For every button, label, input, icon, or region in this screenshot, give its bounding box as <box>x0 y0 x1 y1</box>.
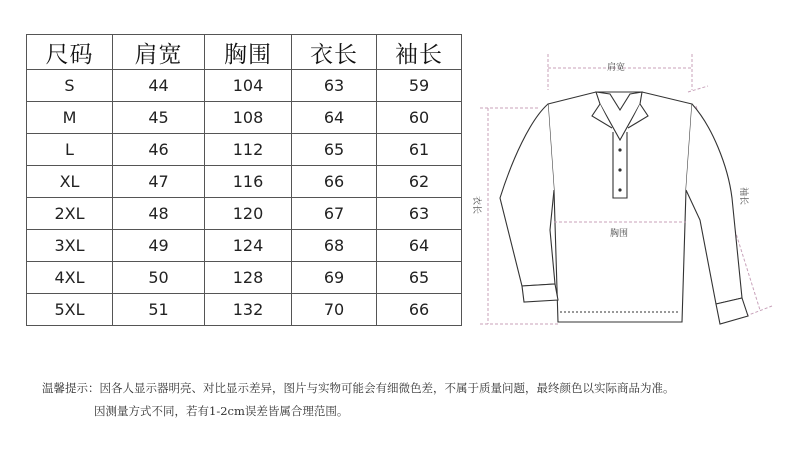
table-cell: 2XL <box>27 198 113 230</box>
table-row <box>27 294 462 326</box>
table-cell: 64 <box>377 230 462 262</box>
table-cell: 5XL <box>27 294 113 326</box>
table-header-row <box>27 35 462 70</box>
table-cell: 65 <box>377 262 462 294</box>
table-cell: 49 <box>113 230 205 262</box>
shirt-measurement-diagram <box>460 40 790 340</box>
table-cell: 48 <box>113 198 205 230</box>
table-cell: 66 <box>377 294 462 326</box>
table-cell: 4XL <box>27 262 113 294</box>
table-cell: 67 <box>292 198 377 230</box>
table-cell: 50 <box>113 262 205 294</box>
table-cell: 3XL <box>27 230 113 262</box>
table-row <box>27 134 462 166</box>
note-line-1: 温馨提示：因各人显示器明亮、对比显示差异，图片与实物可能会有细微色差，不属于质量问题，最终颜色以实际商品为准。 <box>42 381 675 395</box>
header-size: 尺码 <box>27 35 113 70</box>
table-cell: 70 <box>292 294 377 326</box>
table-cell: 47 <box>113 166 205 198</box>
chest-label: 胸围 <box>610 229 629 239</box>
table-row <box>27 102 462 134</box>
sleeve-length-label: 袖长 <box>738 187 748 206</box>
table-cell: 45 <box>113 102 205 134</box>
note-line-2: 因测量方式不同，若有1-2cm误差皆属合理范围。 <box>94 404 349 418</box>
table-cell: 112 <box>205 134 292 166</box>
table-cell: 116 <box>205 166 292 198</box>
table-row <box>27 166 462 198</box>
table-cell: 59 <box>377 70 462 102</box>
shoulder-width-label: 肩宽 <box>607 63 626 73</box>
table-cell: L <box>27 134 113 166</box>
table-cell: 120 <box>205 198 292 230</box>
table-cell: 62 <box>377 166 462 198</box>
table-cell: 108 <box>205 102 292 134</box>
table-cell: 124 <box>205 230 292 262</box>
table-cell: 128 <box>205 262 292 294</box>
table-cell: XL <box>27 166 113 198</box>
table-cell: 104 <box>205 70 292 102</box>
table-cell: 65 <box>292 134 377 166</box>
table-cell: M <box>27 102 113 134</box>
size-chart-table <box>26 34 462 326</box>
table-cell: 60 <box>377 102 462 134</box>
table-row <box>27 198 462 230</box>
table-row <box>27 70 462 102</box>
table-cell: 69 <box>292 262 377 294</box>
header-chest: 胸围 <box>205 35 292 70</box>
table-cell: 61 <box>377 134 462 166</box>
table-row <box>27 230 462 262</box>
notes <box>42 377 675 423</box>
table-cell: 64 <box>292 102 377 134</box>
table-cell: S <box>27 70 113 102</box>
table-cell: 68 <box>292 230 377 262</box>
table-cell: 51 <box>113 294 205 326</box>
header-sleeve: 袖长 <box>377 35 462 70</box>
header-length: 衣长 <box>292 35 377 70</box>
table-cell: 63 <box>292 70 377 102</box>
table-cell: 46 <box>113 134 205 166</box>
header-shoulder: 肩宽 <box>113 35 205 70</box>
table-cell: 44 <box>113 70 205 102</box>
table-cell: 132 <box>205 294 292 326</box>
table-cell: 66 <box>292 166 377 198</box>
table-cell: 63 <box>377 198 462 230</box>
length-label: 衣长 <box>471 196 481 215</box>
shirt-outline <box>500 92 748 324</box>
table-row <box>27 262 462 294</box>
